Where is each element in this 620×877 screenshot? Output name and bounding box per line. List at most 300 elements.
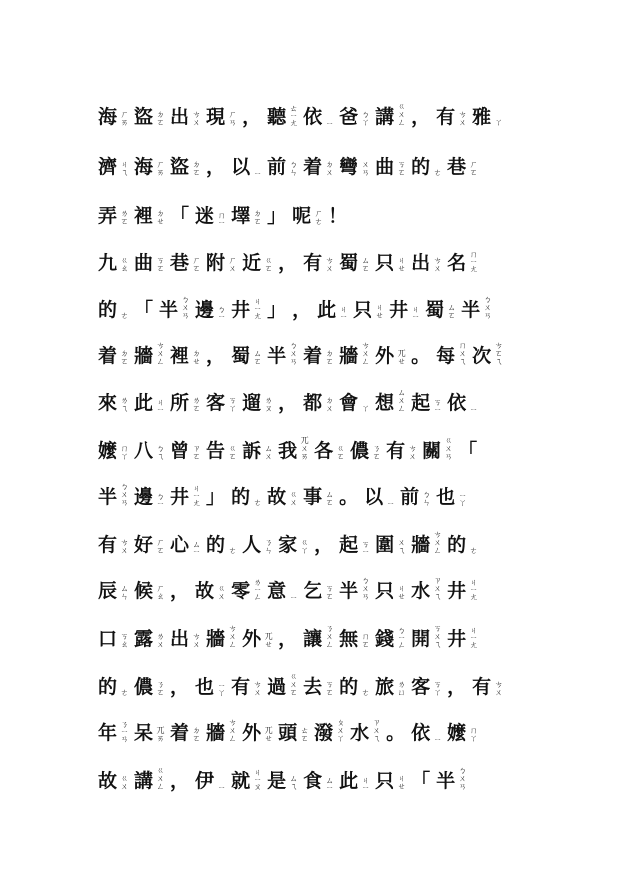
hanzi-with-zhuyin xyxy=(436,766,466,792)
text-line xyxy=(98,372,568,414)
hanzi-with-zhuyin xyxy=(292,205,322,227)
zhuyin: ㄘㄨ xyxy=(458,110,468,126)
punctuation: ， xyxy=(278,252,298,274)
hanzi: 的 xyxy=(98,299,118,321)
hanzi-with-zhuyin xyxy=(303,580,333,602)
hanzi-with-zhuyin xyxy=(98,345,128,367)
hanzi-with-zhuyin xyxy=(134,156,164,178)
zhuyin: ㄐㄧㄤ xyxy=(192,483,202,506)
zhuyin: ㄍㄛ xyxy=(336,444,346,460)
zhuyin: ㄇㄚ xyxy=(469,726,479,742)
hanzi: 呆 xyxy=(134,722,154,744)
hanzi-with-zhuyin xyxy=(98,392,128,414)
zhuyin: ㄏㄜ xyxy=(314,209,324,225)
hanzi-with-zhuyin xyxy=(317,299,347,321)
hanzi: 只 xyxy=(375,770,395,792)
zhuyin: ㄉㄛ xyxy=(192,726,202,742)
hanzi: 都 xyxy=(303,392,323,414)
punctuation: ， xyxy=(292,299,312,321)
hanzi: 客 xyxy=(206,392,226,414)
hanzi-with-zhuyin xyxy=(303,624,333,650)
zhuyin: ㄘㄨㄥ xyxy=(433,530,443,554)
hanzi: 起 xyxy=(339,534,359,556)
hanzi: 只 xyxy=(353,299,373,321)
hanzi-with-zhuyin xyxy=(303,156,333,178)
hanzi: 的 xyxy=(231,486,251,508)
zhuyin: ㄗㄨㄟ xyxy=(372,718,382,742)
punctuation: ， xyxy=(206,345,226,367)
hanzi-with-zhuyin xyxy=(436,106,466,128)
zhuyin: ㄘㄨ xyxy=(120,538,130,554)
zhuyin: ㄋㄛ xyxy=(156,680,166,696)
zhuyin: ㄚ xyxy=(361,404,371,412)
zhuyin: ㄇㄨㄟ xyxy=(458,341,468,365)
hanzi-with-zhuyin xyxy=(411,624,441,650)
hanzi: 水 xyxy=(350,722,370,744)
zhuyin: ㄜ xyxy=(361,688,371,696)
hanzi: 半 xyxy=(436,770,456,792)
zhuyin: ㄘㄨ xyxy=(192,632,202,648)
zhuyin: ㄐㄝ xyxy=(397,584,407,600)
hanzi: 故 xyxy=(267,486,287,508)
zhuyin: ㄐㄧㄤ xyxy=(253,296,263,319)
zhuyin: ㄎㄚ xyxy=(228,396,238,412)
hanzi: 外 xyxy=(242,722,262,744)
hanzi-with-zhuyin xyxy=(98,720,128,744)
hanzi-with-zhuyin xyxy=(375,388,405,414)
hanzi: 曾 xyxy=(170,440,190,462)
zhuyin: ㄎㄠ xyxy=(120,632,130,648)
hanzi-with-zhuyin xyxy=(353,299,383,321)
hanzi-with-zhuyin xyxy=(411,722,441,744)
hanzi: 現 xyxy=(206,106,226,128)
hanzi: 海 xyxy=(98,106,118,128)
zhuyin: ㄌㄧㄥ xyxy=(253,577,263,600)
hanzi-with-zhuyin xyxy=(350,718,380,744)
hanzi-with-zhuyin xyxy=(436,486,466,508)
zhuyin: ㄨㄟ xyxy=(397,538,407,554)
punctuation: 。 xyxy=(411,345,431,367)
hanzi: 各 xyxy=(314,440,334,462)
zhuyin: ㄎㄧ xyxy=(433,397,443,412)
hanzi: 告 xyxy=(206,440,226,462)
zhuyin: ㄌㄛ xyxy=(192,396,202,412)
hanzi-with-zhuyin xyxy=(134,676,164,698)
hanzi-with-zhuyin xyxy=(278,436,308,462)
hanzi: 曲 xyxy=(375,156,395,178)
hanzi: 附 xyxy=(206,252,226,274)
hanzi-with-zhuyin xyxy=(267,770,297,792)
zhuyin: ㄘㄨㄥ xyxy=(228,718,238,742)
text-line xyxy=(98,702,568,744)
hanzi: 候 xyxy=(134,580,154,602)
zhuyin: ㄏㄛ xyxy=(192,256,202,272)
zhuyin: ㄅㄨㄢ xyxy=(361,576,371,600)
zhuyin: ㄅㄣ xyxy=(422,490,432,506)
hanzi-with-zhuyin xyxy=(375,534,405,556)
hanzi-with-zhuyin xyxy=(98,628,128,650)
hanzi-with-zhuyin xyxy=(231,578,261,602)
hanzi: 聽 xyxy=(267,106,287,128)
hanzi: 頭 xyxy=(278,722,298,744)
hanzi: 的 xyxy=(447,534,467,556)
zhuyin: ㄙㄧ xyxy=(192,539,202,554)
hanzi-with-zhuyin xyxy=(98,534,128,556)
zhuyin: ㄏㄢ xyxy=(228,110,238,126)
hanzi-with-zhuyin xyxy=(447,250,477,274)
hanzi-with-zhuyin xyxy=(242,628,272,650)
hanzi: 圍 xyxy=(375,534,395,556)
hanzi: 裡 xyxy=(134,205,154,227)
hanzi-with-zhuyin xyxy=(98,106,128,128)
hanzi-with-zhuyin xyxy=(267,580,297,602)
hanzi: 外 xyxy=(375,345,395,367)
hanzi: 呢 xyxy=(292,205,312,227)
zhuyin: ㄗㄛ xyxy=(192,444,202,460)
zhuyin: ㄐㄧ xyxy=(361,775,371,790)
zhuyin: ㄎㄛ xyxy=(325,584,335,600)
hanzi-with-zhuyin xyxy=(206,624,236,650)
punctuation: ， xyxy=(170,580,190,602)
punctuation: ， xyxy=(242,106,262,128)
hanzi: 着 xyxy=(303,156,323,178)
text-line xyxy=(98,325,568,367)
hanzi: 牆 xyxy=(134,345,154,367)
punctuation: 「 xyxy=(134,299,154,321)
hanzi-with-zhuyin xyxy=(303,345,333,367)
zhuyin: ㄘㄨ xyxy=(433,256,443,272)
zhuyin: ㄍㄛ xyxy=(264,256,274,272)
punctuation: ， xyxy=(170,770,190,792)
hanzi: 潑 xyxy=(314,722,334,744)
zhuyin: ㄅㄧ xyxy=(156,491,166,506)
hanzi: 牆 xyxy=(206,722,226,744)
hanzi-with-zhuyin xyxy=(170,484,200,508)
zhuyin: ㄎㄛ xyxy=(325,680,335,696)
hanzi-with-zhuyin xyxy=(447,578,477,602)
zhuyin: ㄧ xyxy=(325,119,335,126)
hanzi: 依 xyxy=(411,722,431,744)
punctuation: 」 xyxy=(267,299,287,321)
hanzi-with-zhuyin xyxy=(303,106,333,128)
hanzi-with-zhuyin xyxy=(98,299,128,321)
hanzi: 弄 xyxy=(98,205,118,227)
hanzi: 食 xyxy=(303,770,323,792)
hanzi-with-zhuyin xyxy=(364,486,394,508)
hanzi-with-zhuyin xyxy=(267,341,297,367)
zhuyin: ㄐㄧㄤ xyxy=(469,577,479,600)
hanzi-with-zhuyin xyxy=(195,299,225,321)
zhuyin: ㄫㄨㄞ xyxy=(300,436,310,460)
zhuyin: ㄍㄨㄛ xyxy=(289,672,299,696)
hanzi: 裡 xyxy=(170,345,190,367)
hanzi-with-zhuyin xyxy=(206,392,236,414)
hanzi: 九 xyxy=(98,252,118,274)
zhuyin: ㄎㄛ xyxy=(397,160,407,176)
hanzi: 井 xyxy=(231,299,251,321)
hanzi-with-zhuyin xyxy=(375,676,405,698)
hanzi: 海 xyxy=(134,156,154,178)
hanzi-with-zhuyin xyxy=(134,722,164,744)
hanzi: 外 xyxy=(242,628,262,650)
hanzi: 嬤 xyxy=(98,440,118,462)
zhuyin: ㄘㄨ xyxy=(494,680,504,696)
hanzi-with-zhuyin xyxy=(98,580,128,602)
hanzi: 事 xyxy=(303,486,323,508)
hanzi: 依 xyxy=(447,392,467,414)
hanzi-with-zhuyin xyxy=(206,718,236,744)
hanzi: 的 xyxy=(206,534,226,556)
hanzi-with-zhuyin xyxy=(425,299,455,321)
hanzi: 好 xyxy=(134,534,154,556)
hanzi-with-zhuyin xyxy=(339,628,369,650)
hanzi-with-zhuyin xyxy=(98,205,128,227)
zhuyin: ㄜ xyxy=(228,546,238,554)
zhuyin: ㄧ xyxy=(469,405,479,412)
hanzi-with-zhuyin xyxy=(206,534,236,556)
zhuyin: ㄐㄧ xyxy=(156,397,166,412)
hanzi-with-zhuyin xyxy=(267,672,297,698)
text-line xyxy=(98,656,568,698)
hanzi: 曲 xyxy=(134,252,154,274)
hanzi-with-zhuyin xyxy=(411,676,441,698)
hanzi: 有 xyxy=(303,252,323,274)
hanzi: 只 xyxy=(375,252,395,274)
zhuyin: ㄏㄨ xyxy=(228,256,238,272)
hanzi-with-zhuyin xyxy=(447,156,477,178)
text-line xyxy=(98,185,568,227)
hanzi: 儂 xyxy=(350,440,370,462)
hanzi: 井 xyxy=(170,486,190,508)
hanzi-with-zhuyin xyxy=(411,156,441,178)
hanzi: 家 xyxy=(278,534,298,556)
hanzi: 是 xyxy=(267,770,287,792)
zhuyin: ㄜ xyxy=(433,168,443,176)
hanzi: 八 xyxy=(134,440,154,462)
hanzi: 半 xyxy=(98,486,118,508)
zhuyin: ㄙㄛ xyxy=(253,349,263,365)
hanzi: 前 xyxy=(400,486,420,508)
hanzi: 邊 xyxy=(134,486,154,508)
zhuyin: ㄗㄨㄟ xyxy=(433,576,443,600)
zhuyin: ㄍㄨㄥ xyxy=(397,102,407,126)
hanzi: 半 xyxy=(267,345,287,367)
zhuyin: ㄉㄛ xyxy=(253,209,263,225)
punctuation: 。 xyxy=(386,722,406,744)
hanzi: 心 xyxy=(170,534,190,556)
zhuyin: ㄚ xyxy=(494,118,504,126)
hanzi-with-zhuyin xyxy=(206,252,236,274)
hanzi: 此 xyxy=(339,770,359,792)
zhuyin: ㄎㄧ xyxy=(361,539,371,554)
hanzi-with-zhuyin xyxy=(339,392,369,414)
hanzi-with-zhuyin xyxy=(447,534,477,556)
punctuation: ， xyxy=(206,156,226,178)
zhuyin: ㄅㄨㄢ xyxy=(458,766,468,790)
zhuyin: ㄘㄨㄥ xyxy=(156,341,166,365)
hanzi: 着 xyxy=(170,722,190,744)
hanzi: 次 xyxy=(472,345,492,367)
zhuyin: ㄇㄚ xyxy=(120,444,130,460)
hanzi-with-zhuyin xyxy=(242,440,272,462)
zhuyin: ㄅㄨㄢ xyxy=(181,295,191,319)
hanzi: 出 xyxy=(411,252,431,274)
punctuation: 「 xyxy=(458,440,478,462)
zhuyin: ㄘㄨ xyxy=(192,110,202,126)
punctuation: 「 xyxy=(411,770,431,792)
hanzi: 嬤 xyxy=(447,722,467,744)
zhuyin: ㄫㄝ xyxy=(397,349,407,365)
hanzi-with-zhuyin xyxy=(267,486,297,508)
punctuation: 。 xyxy=(339,486,359,508)
hanzi-with-zhuyin xyxy=(303,392,333,414)
hanzi-with-zhuyin xyxy=(278,534,308,556)
hanzi-with-zhuyin xyxy=(389,299,419,321)
hanzi: 關 xyxy=(422,440,442,462)
hanzi-with-zhuyin xyxy=(98,252,128,274)
hanzi-with-zhuyin xyxy=(134,534,164,556)
hanzi: 彎 xyxy=(339,156,359,178)
zhuyin: ㄅㄨㄢ xyxy=(120,482,130,506)
hanzi: 會 xyxy=(339,392,359,414)
hanzi-with-zhuyin xyxy=(170,628,200,650)
text-line xyxy=(98,86,568,128)
hanzi: 有 xyxy=(98,534,118,556)
hanzi-with-zhuyin xyxy=(339,534,369,556)
hanzi-with-zhuyin xyxy=(411,252,441,274)
hanzi: 名 xyxy=(447,252,467,274)
hanzi-with-zhuyin xyxy=(278,722,308,744)
zhuyin: ㄍㄨ xyxy=(289,490,299,506)
hanzi: 出 xyxy=(170,628,190,650)
zhuyin: ㄐㄝ xyxy=(375,303,385,319)
hanzi-with-zhuyin xyxy=(231,768,261,792)
zhuyin: ㄊㄛ xyxy=(300,726,310,742)
hanzi: 牆 xyxy=(206,628,226,650)
hanzi: 旅 xyxy=(375,676,395,698)
zhuyin: ㄙㄛ xyxy=(447,303,457,319)
zhuyin: ㄐㄟ xyxy=(120,160,130,176)
zhuyin: ㄉㄝ xyxy=(192,349,202,365)
hanzi-with-zhuyin xyxy=(134,106,164,128)
zhuyin: ㄅㄣ xyxy=(289,160,299,176)
zhuyin: ㄎㄨㄟ xyxy=(433,624,443,648)
zhuyin: ㄅㄚ xyxy=(361,110,371,126)
hanzi: 故 xyxy=(98,770,118,792)
hanzi-with-zhuyin xyxy=(98,440,128,462)
zhuyin: ㄅㄧ xyxy=(217,304,227,319)
hanzi-with-zhuyin xyxy=(170,106,200,128)
zhuyin: ㄫㄝ xyxy=(264,632,274,648)
zhuyin: ㄧㄚ xyxy=(458,491,468,506)
hanzi-with-zhuyin xyxy=(170,252,200,274)
zhuyin: ㄍㄚ xyxy=(300,538,310,554)
hanzi-with-zhuyin xyxy=(134,341,164,367)
hanzi-with-zhuyin xyxy=(98,770,128,792)
hanzi: 年 xyxy=(98,722,118,744)
punctuation: ， xyxy=(278,392,298,414)
zhuyin: ㄇㄧㄤ xyxy=(469,249,479,272)
hanzi: 所 xyxy=(170,392,190,414)
hanzi-with-zhuyin xyxy=(339,341,369,367)
zhuyin: ㄐㄧㄡ xyxy=(253,767,263,790)
hanzi: 半 xyxy=(159,299,179,321)
zhuyin: ㄜ xyxy=(253,498,263,506)
text-line xyxy=(98,466,568,508)
hanzi: 起 xyxy=(411,392,431,414)
punctuation: 」 xyxy=(206,486,226,508)
zhuyin: ㄙㄛ xyxy=(361,256,371,272)
zhuyin: ㄇㄛ xyxy=(361,632,371,648)
hanzi-with-zhuyin xyxy=(339,156,369,178)
hanzi: 儂 xyxy=(134,676,154,698)
hanzi-with-zhuyin xyxy=(411,530,441,556)
hanzi: 墿 xyxy=(231,205,251,227)
hanzi-with-zhuyin xyxy=(461,295,491,321)
hanzi: 開 xyxy=(411,628,431,650)
hanzi: 有 xyxy=(386,440,406,462)
zhuyin: ㄎㄚ xyxy=(433,680,443,696)
hanzi-with-zhuyin xyxy=(231,676,261,698)
hanzi: 此 xyxy=(317,299,337,321)
zhuyin: ㄌㄟ xyxy=(120,396,130,412)
text-line xyxy=(98,420,568,462)
hanzi-with-zhuyin xyxy=(339,576,369,602)
zhuyin: ㄙㄟ xyxy=(289,774,299,790)
hanzi-with-zhuyin xyxy=(134,440,164,462)
hanzi-with-zhuyin xyxy=(242,722,272,744)
hanzi-with-zhuyin xyxy=(231,205,261,227)
zhuyin: ㄉㄛ xyxy=(192,160,202,176)
hanzi: 講 xyxy=(375,106,395,128)
hanzi-with-zhuyin xyxy=(375,770,405,792)
hanzi: 前 xyxy=(267,156,287,178)
zhuyin: ㄐㄧ xyxy=(339,304,349,319)
hanzi: 有 xyxy=(472,676,492,698)
hanzi: 着 xyxy=(98,345,118,367)
hanzi-with-zhuyin xyxy=(472,106,502,128)
hanzi-with-zhuyin xyxy=(134,252,164,274)
hanzi-with-zhuyin xyxy=(134,628,164,650)
hanzi-with-zhuyin xyxy=(170,392,200,414)
hanzi: 口 xyxy=(98,628,118,650)
hanzi: 的 xyxy=(339,676,359,698)
hanzi: 近 xyxy=(242,252,262,274)
hanzi-with-zhuyin xyxy=(134,392,164,414)
hanzi-with-zhuyin xyxy=(339,676,369,698)
hanzi: 蜀 xyxy=(339,252,359,274)
hanzi: 半 xyxy=(339,580,359,602)
hanzi: 露 xyxy=(134,628,154,650)
zhuyin: ㄇㄧ xyxy=(217,210,227,225)
hanzi: 半 xyxy=(461,299,481,321)
zhuyin: ㄜ xyxy=(469,546,479,554)
hanzi: 出 xyxy=(170,106,190,128)
zhuyin: ㄍㄠ xyxy=(120,256,130,272)
zhuyin: ㄘㄛㄟ xyxy=(494,341,504,365)
hanzi: 的 xyxy=(98,676,118,698)
zhuyin: ㄐㄧ xyxy=(411,304,421,319)
hanzi-with-zhuyin xyxy=(231,345,261,367)
punctuation: 」 xyxy=(267,205,287,227)
zhuyin: ㄧㄚ xyxy=(217,681,227,696)
hanzi-with-zhuyin xyxy=(472,341,502,367)
hanzi-with-zhuyin xyxy=(303,676,333,698)
hanzi-with-zhuyin xyxy=(242,534,272,556)
hanzi-with-zhuyin xyxy=(339,252,369,274)
zhuyin: ㄌㄨ xyxy=(156,632,166,648)
hanzi: 故 xyxy=(195,580,215,602)
